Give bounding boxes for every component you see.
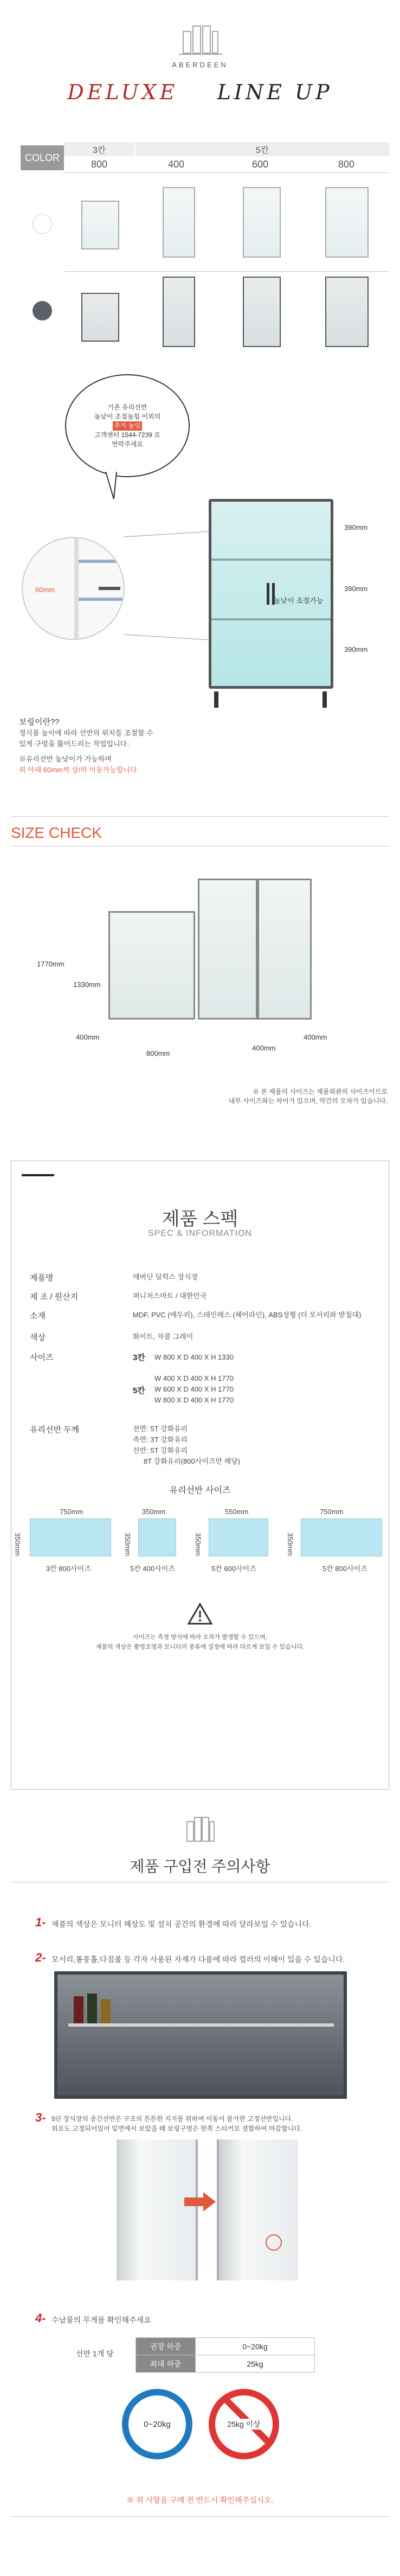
glass-w: 550mm (225, 1508, 249, 1516)
size-w2: 400mm (304, 1033, 327, 1041)
grid-divider (64, 172, 389, 173)
glass-caption: 3칸 800사이즈 (46, 1565, 91, 1573)
glass-val: 8T 강화유리(800사이즈만 해당) (144, 1457, 241, 1465)
size-note-line: ※ 본 제품의 사이즈는 제품외관의 사이즈이므로 (253, 1088, 388, 1095)
glass-h: 350mm (14, 1533, 22, 1556)
glass-panel (209, 1518, 268, 1556)
step2-photo (54, 1971, 347, 2099)
notice-logo (182, 1814, 220, 1847)
size-5-val: W 400 X D 400 X H 1770 (154, 1374, 234, 1382)
size-cabinet-5a (198, 879, 257, 1020)
size-d1: 400mm (76, 1033, 100, 1041)
step-number: 2- (35, 1951, 46, 1964)
cabinet-leg (322, 691, 327, 708)
white-400-thumb (163, 187, 195, 258)
section-divider (11, 816, 389, 817)
note-line: 위 아래 60mm씩 상/하 이동가능합니다 (19, 766, 137, 774)
height-label: 390mm (344, 645, 368, 653)
charcoal-800-5-thumb (325, 277, 369, 347)
height-label: 390mm (344, 585, 368, 593)
white-800-5-thumb (325, 187, 369, 258)
spec-size-label: 사이즈 (30, 1353, 54, 1362)
spec-value: MDF, PVC (에두리), 스테인레스 (헤어라인), ABS성형 (더 모서리와 받침대) (133, 1311, 362, 1319)
size-h1: 1770mm (37, 960, 64, 968)
boring-note-title: 보링이란?? (19, 717, 60, 727)
arrow-right-icon (184, 2191, 217, 2213)
size-note (214, 1087, 388, 1106)
ok-circle-icon (122, 2389, 192, 2459)
size-check-title: SIZE CHECK (11, 824, 102, 841)
ok-label: 0~20kg (144, 2419, 171, 2429)
white-swatch[interactable] (33, 214, 52, 234)
boring-bubble (65, 374, 190, 477)
heading-deluxe: DELUXE (67, 80, 178, 104)
charcoal-600-thumb (243, 277, 281, 347)
spec-value: 화이트, 차콜 그레이 (133, 1332, 193, 1341)
weight-key: 최대 하중 (136, 2355, 196, 2373)
bubble-highlight: 추가 높임 (114, 421, 141, 430)
warning-icon (187, 1603, 213, 1625)
charcoal-800-3-thumb (81, 293, 119, 342)
group-3: 3칸 (64, 142, 134, 156)
glass-h: 350mm (286, 1533, 294, 1556)
size-cabinet-5b (257, 879, 312, 1020)
white-600-thumb (243, 187, 281, 258)
white-800-3-thumb (81, 201, 119, 249)
spec-label: 제품명 (30, 1273, 54, 1283)
size-w1: 800mm (146, 1049, 170, 1058)
group-5: 5칸 (136, 142, 389, 156)
step-text: 수납물의 무게를 확인해주세요 (51, 2316, 151, 2324)
step-text: 제품의 색상은 모니터 해상도 및 설치 공간의 환경에 따라 달라보일 수 있습니다. (51, 1920, 312, 1928)
weight-val: 0~20kg (196, 2338, 315, 2355)
prohibited-icon (209, 2389, 279, 2459)
weight-label: 선반 1개 당 (76, 2349, 114, 2358)
width-800-3: 800 (91, 158, 108, 170)
step-number: 1- (35, 1915, 46, 1929)
zoom-lines (124, 531, 210, 640)
note-line: ※유리선반 높낮이가 가능하며 (19, 755, 112, 763)
step-text: 위로도 고정되어있어 밑면에서 보았을 때 보링구멍은 한쪽 스티커로 결합하여 마감합니다. (51, 2125, 302, 2132)
footer-note: ※ 위 사항을 구매 전 반드시 확인해주십시오. (126, 2496, 274, 2504)
zoom-label: 60mm (35, 586, 55, 594)
charcoal-400-thumb (163, 277, 195, 347)
notice-title: 제품 구입전 주의사항 (130, 1858, 270, 1875)
bubble-tail (103, 472, 119, 504)
width-600: 600 (251, 158, 269, 170)
glass-panel (30, 1518, 111, 1556)
spec-corner (22, 1174, 54, 1176)
width-400: 400 (167, 158, 185, 170)
weight-table (136, 2337, 315, 2373)
spec-label: 제 조 / 원산지 (30, 1292, 79, 1302)
size-cabinet-3 (108, 911, 195, 1020)
size-3-val: W 800 X D 400 X H 1330 (154, 1353, 234, 1361)
spec-value: 애버딘 딜럭스 장식장 (133, 1273, 198, 1281)
spec-label: 소재 (30, 1311, 46, 1321)
step-text: 모서리,통풍홀,다짐볼 등 각자 사용된 자재가 다름에 따라 컬러의 이해이 있을 수 있습니다. (51, 1955, 345, 1964)
glass-w: 750mm (60, 1508, 83, 1516)
lineup-heading (0, 80, 400, 104)
step3-after-photo (217, 2139, 298, 2280)
warning-line: 사이즈는 측정 방식에 따라 오차가 발생할 수 있으며, (133, 1634, 267, 1641)
boring-note-body (19, 728, 182, 776)
weight-val: 25kg (196, 2355, 315, 2373)
warning-line: 제품의 색상은 촬영조명과 모니터의 종류에 설정에 따라 다르게 보일 수 있습니다. (95, 1644, 305, 1650)
glass-panel (301, 1518, 382, 1556)
cabinet-illustration (209, 499, 333, 689)
glass-caption: 5칸 600사이즈 (211, 1565, 256, 1573)
grid-divider (64, 271, 389, 272)
size-3-label: 3칸 (133, 1353, 145, 1362)
color-label: COLOR (21, 145, 64, 170)
size-5-label: 5칸 (133, 1386, 145, 1395)
table-row (136, 2338, 315, 2355)
step-number: 4- (35, 2311, 46, 2325)
glass-h: 350mm (124, 1533, 132, 1556)
bubble-line: 높낮이 조절높힘 이외의 (94, 412, 161, 420)
section-divider (11, 846, 389, 847)
glass-w: 350mm (142, 1508, 166, 1516)
glass-caption: 5칸 400사이즈 (130, 1565, 175, 1573)
note-line: 정식품 높이에 따라 선반의 위치를 조절할 수 (19, 729, 153, 737)
heading-line-up: LINE UP (217, 80, 333, 104)
spec-warning (0, 1632, 400, 1652)
no-label: 25kg 이상 (227, 2420, 261, 2428)
size-d2: 400mm (252, 1044, 276, 1052)
table-row (136, 2355, 315, 2373)
section-divider (11, 2516, 389, 2517)
size-note-line: 내부 사이즈와는 차이가 있으며, 약간의 오차가 있습니다. (228, 1097, 388, 1105)
glass-h: 350mm (194, 1533, 202, 1556)
bubble-line: 연락주세요 (112, 440, 143, 448)
glass-label: 유리선반 두께 (30, 1425, 80, 1434)
cabinet-leg (214, 691, 218, 708)
bubble-line: 기존 유리선반 (107, 403, 147, 411)
weight-key: 권장 하중 (136, 2338, 196, 2355)
brand-logo (173, 22, 228, 60)
size-5-val: W 600 X D 400 X H 1770 (154, 1385, 234, 1393)
glass-w: 750mm (320, 1508, 344, 1516)
highlight-circle (266, 2234, 282, 2251)
height-label: 390mm (344, 523, 368, 531)
spec-box (11, 1161, 389, 1790)
glass-caption: 5칸 800사이즈 (322, 1565, 367, 1573)
adjust-label: 높낮이 조절가능 (274, 597, 324, 605)
step-text: 5단 장식장의 중간선반은 구조의 튼튼한 지지를 위하여 이동이 불가한 고정선반입니다. (51, 2115, 293, 2123)
step-number: 3- (35, 2111, 46, 2124)
spec-label: 색상 (30, 1333, 46, 1342)
spec-title: 제품 스펙 (162, 1209, 238, 1229)
size-h2: 1330mm (73, 981, 101, 989)
bubble-line: 고객센터 1544-7239 로 (94, 431, 160, 439)
glass-panel (138, 1518, 176, 1556)
glass-size-title: 유리선반 사이즈 (169, 1486, 231, 1495)
glass-val: 측면: 3T 강화유리 (133, 1436, 188, 1444)
size-5-val: W 800 X D 400 X H 1770 (154, 1396, 234, 1404)
width-800-5: 800 (338, 158, 355, 170)
spec-subtitle: SPEC & INFORMATION (148, 1229, 252, 1238)
glass-val: 전면: 5T 강화유리 (133, 1425, 188, 1433)
charcoal-swatch[interactable] (33, 301, 52, 321)
glass-val: 선반: 5T 강화유리 (133, 1446, 188, 1454)
note-line: 있게 구멍을 뚫어드리는 작업입니다. (19, 740, 129, 748)
brand-name: ABERDEEN (172, 61, 228, 69)
spec-value: 퍼니처스마트 / 대한민국 (133, 1292, 207, 1300)
